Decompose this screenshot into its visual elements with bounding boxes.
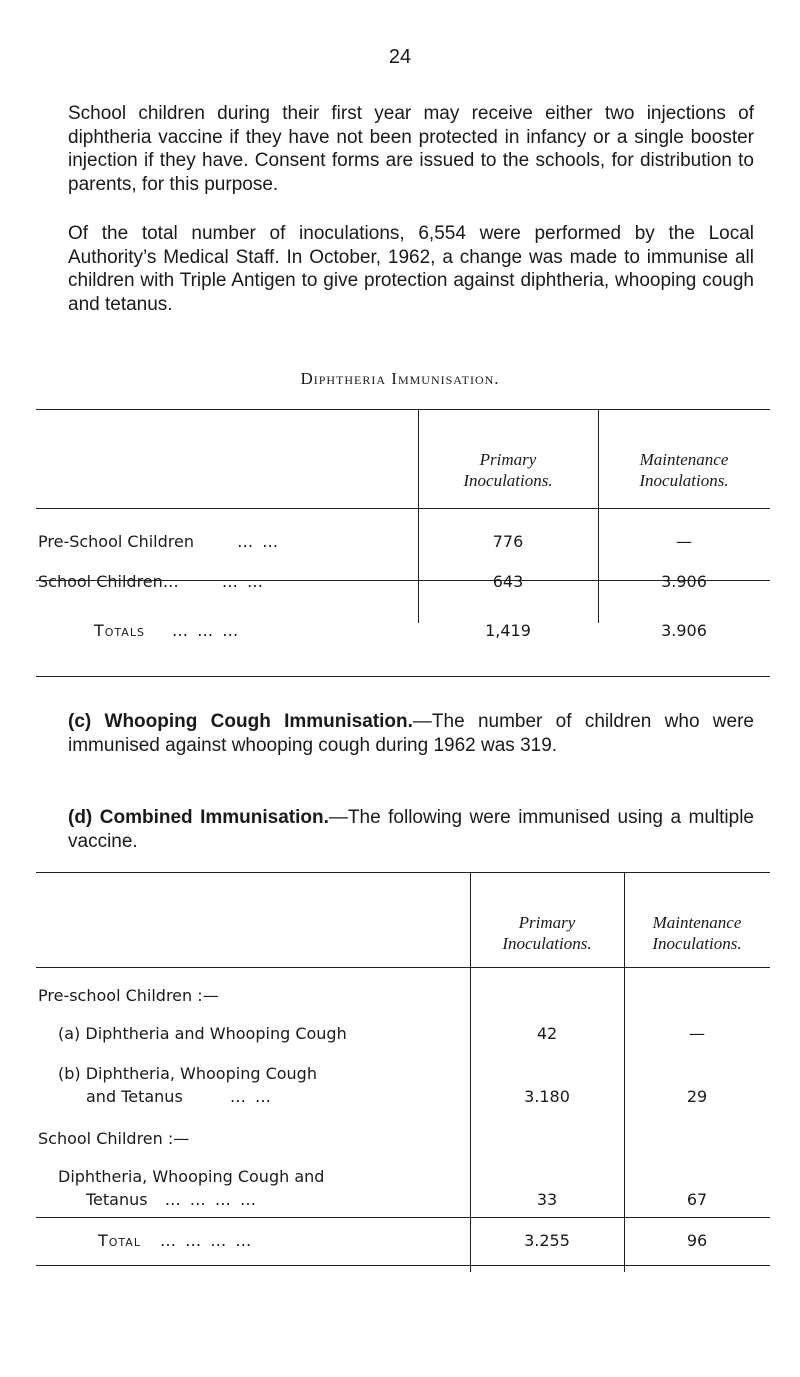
table-rule [36,1265,770,1266]
table-rule [36,967,770,968]
header-maintenance [598,449,770,491]
paragraph-combined: (d) Combined Immunisation.—The following were immunised using a multiple vaccine. [68,807,754,852]
preschool-heading: Pre-school Children :— [38,986,219,1005]
totals-primary: 1,419 [485,621,531,640]
header-primary-line1: Primary [518,913,576,932]
header-maintenance-line1: Maintenance [652,913,742,932]
table-rule [36,676,770,677]
row-b-label-line1: (b) Diphtheria, Whooping Cough [58,1064,317,1083]
total-maintenance: 96 [686,1231,708,1250]
diphtheria-table [36,409,770,677]
row-label: School Children… … … [38,572,265,591]
row-c-label-line2: Tetanus … … … … [86,1190,258,1209]
row-b-maintenance: 29 [686,1087,708,1106]
totals-maintenance: 3.906 [661,621,707,640]
header-primary-line2: Inoculations. [502,934,592,953]
row-c-primary: 33 [536,1190,558,1209]
row-c-maintenance: 67 [686,1190,708,1209]
row-a-maintenance: — [689,1024,705,1043]
cell-primary: 776 [492,532,524,551]
header-primary-line1: Primary [479,450,537,469]
total-primary: 3.255 [524,1231,570,1250]
row-b-primary: 3.180 [524,1087,570,1106]
combined-table [36,872,770,1272]
paragraph-school-children: School children during their first year may receive either two injections of diphtheria vaccine if they have not been protected in infancy or a single booster injection if they have. Consent forms are issued to the schools, for distribution to parents, for this purpose. [68,103,754,195]
row-a-label: (a) Diphtheria and Whooping Cough [58,1024,347,1043]
header-primary [470,912,624,954]
paragraph-total-inoculations: Of the total number of inoculations, 6,554 were performed by the Local Authority’s Medical Staff. In October, 1962, a change was made to immunise all children with Triple Antigen to give protection against diphtheria, whooping cough and tetanus. [68,223,754,315]
cell-maintenance: — [676,532,692,551]
page-number: 24 [388,46,412,68]
row-label: Pre-School Children … … [38,532,281,551]
cell-maintenance: 3.906 [661,572,707,591]
header-maintenance-line2: Inoculations. [639,471,729,490]
row-b-label-line2: and Tetanus … … [86,1087,273,1106]
header-primary [418,449,598,491]
diphtheria-table-title: Diphtheria Immunisation. [300,369,500,388]
header-maintenance-line2: Inoculations. [652,934,742,953]
school-heading: School Children :— [38,1129,190,1148]
total-label: Total … … … … [98,1231,254,1250]
table-rule [36,409,770,410]
table-rule [36,508,770,509]
row-c-label-line1: Diphtheria, Whooping Cough and [58,1167,325,1186]
header-maintenance-line1: Maintenance [639,450,729,469]
totals-label: Totals … … … [94,621,241,640]
table-rule [36,872,770,873]
paragraph-whooping-cough: (c) Whooping Cough Immunisation.—The number of children who were immunised against whooping cough during 1962 was 319. [68,711,754,756]
table-rule [36,1217,770,1218]
header-maintenance [624,912,770,954]
header-primary-line2: Inoculations. [463,471,553,490]
row-a-primary: 42 [536,1024,558,1043]
cell-primary: 643 [492,572,524,591]
